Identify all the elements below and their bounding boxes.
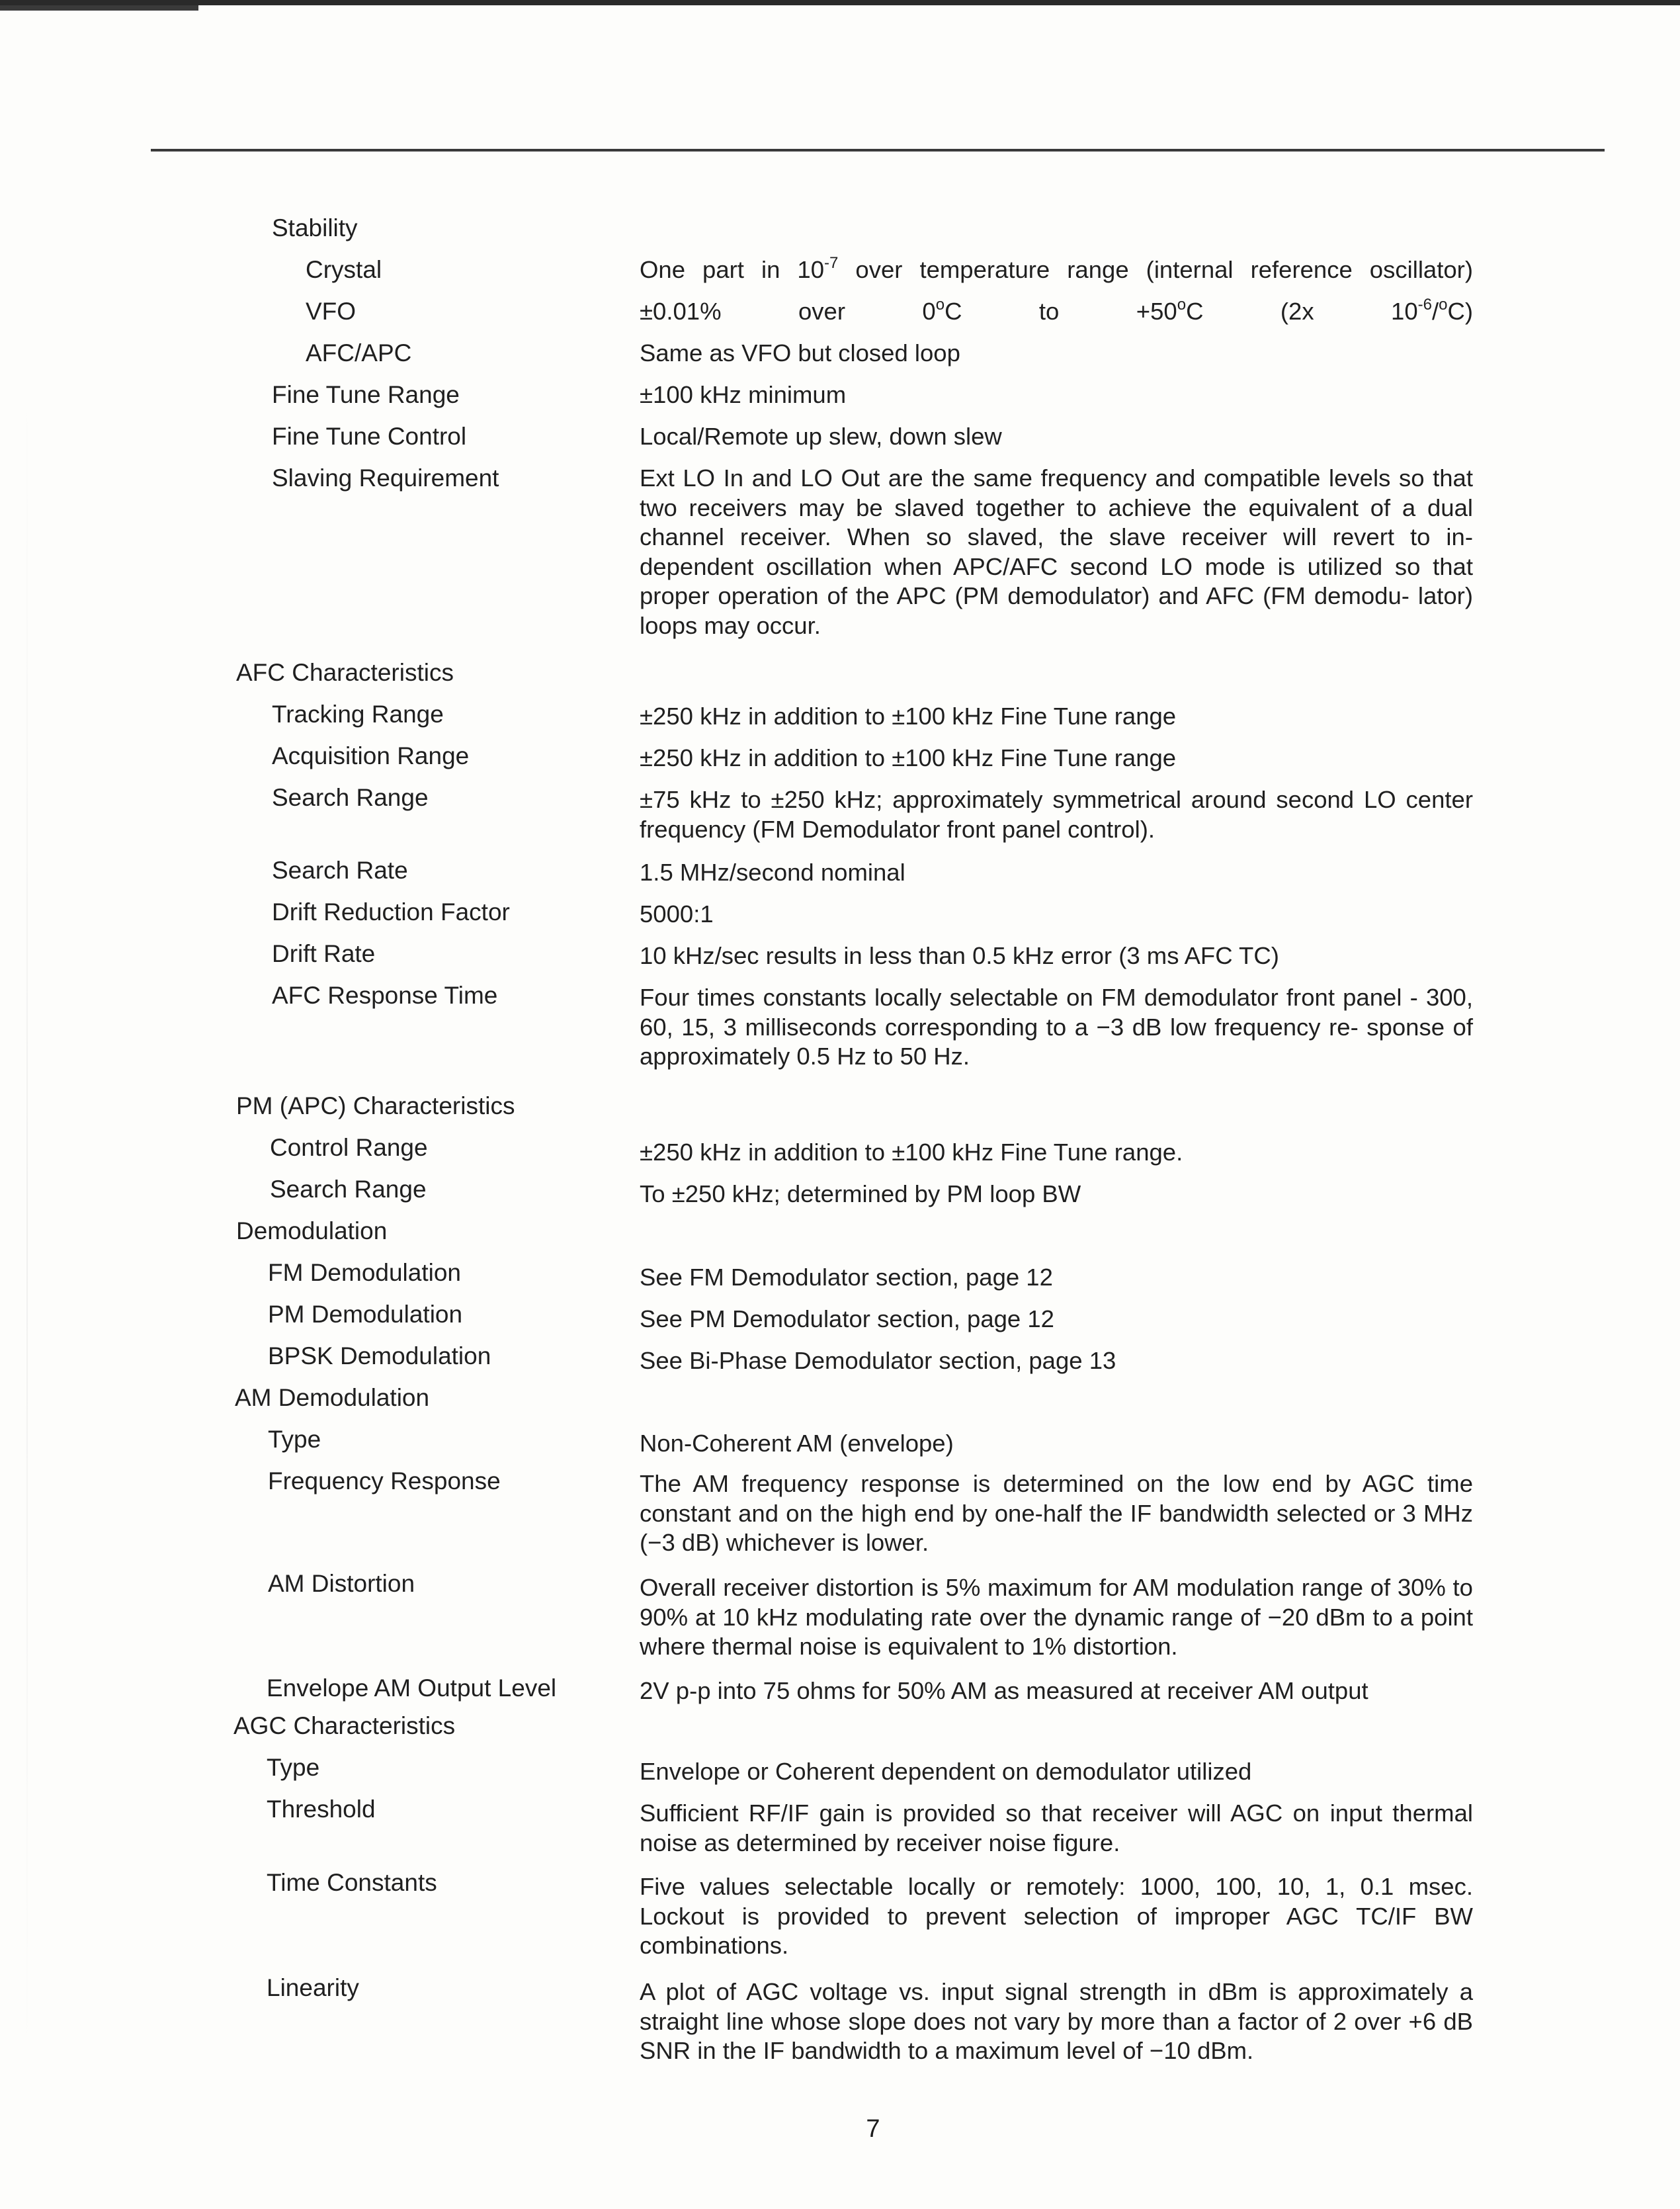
spec-label: Control Range — [270, 1134, 428, 1161]
spec-label: Slaving Requirement — [272, 464, 499, 492]
spec-value: Local/Remote up slew, down slew — [640, 423, 1002, 450]
spec-value: 5000:1 — [640, 900, 714, 928]
page-number: 7 — [866, 2115, 880, 2143]
spec-label: Envelope AM Output Level — [267, 1674, 557, 1702]
spec-value: ±100 kHz minimum — [640, 381, 847, 408]
spec-label: Crystal — [306, 256, 382, 283]
spec-label: Search Range — [270, 1176, 427, 1203]
scan-top-edge-corner — [0, 5, 198, 11]
spec-label: AGC Characteristics — [233, 1712, 456, 1739]
spec-value: See Bi-Phase Demodulator section, page 13 — [640, 1347, 1116, 1374]
spec-label: Tracking Range — [272, 701, 444, 728]
spec-label: Linearity — [267, 1974, 359, 2001]
spec-label: Fine Tune Control — [272, 423, 467, 450]
spec-value: The AM frequency response is determined on the low end by AGC time constant and on the high end by one-half the IF bandwidth selected or 3 MHz (−3 dB) whichever is lower. — [640, 1470, 1473, 1556]
spec-value: See FM Demodulator section, page 12 — [640, 1264, 1053, 1291]
spec-label: AM Distortion — [268, 1570, 415, 1597]
spec-value: Overall receiver distortion is 5% maximum for AM modulation range of 30% to 90% at 10 kHz modulating rate over the dynamic range of −20 dBm to a point where thermal noise is equivalent to 1% distortion. — [640, 1574, 1473, 1660]
spec-value: 1.5 MHz/second nominal — [640, 859, 905, 886]
spec-value: Sufficient RF/IF gain is provided so that receiver will AGC on input thermal noise as determined by receiver noise figure. — [640, 1799, 1473, 1856]
spec-label: Search Rate — [272, 857, 408, 884]
spec-value: Five values selectable locally or remotely: 1000, 100, 10, 1, 0.1 msec. Lockout is provided to prevent selection of improper AGC TC/IF BW combinations. — [640, 1873, 1473, 1959]
spec-label: Drift Reduction Factor — [272, 898, 510, 926]
spec-label: AFC Response Time — [272, 982, 498, 1009]
spec-label: AM Demodulation — [235, 1384, 430, 1411]
spec-value: One part in $10^{-7}$ over temperature range (internal reference oscillator) — [640, 253, 1473, 283]
spec-label: FM Demodulation — [268, 1259, 462, 1286]
spec-label: PM Demodulation — [268, 1301, 463, 1328]
spec-label: AFC/APC — [306, 339, 412, 367]
spec-label: Acquisition Range — [272, 742, 470, 769]
spec-label: Drift Rate — [272, 940, 376, 967]
spec-value: Envelope or Coherent dependent on demodulator utilized — [640, 1758, 1252, 1785]
spec-value: Non-Coherent AM (envelope) — [640, 1430, 954, 1457]
spec-value: Same as VFO but closed loop — [640, 339, 960, 367]
spec-value: Four times constants locally selectable on FM demodulator front panel - 300, 60, 15, 3 milliseconds corresponding to a −3 dB low frequency re- sponse of approximately 0.5 Hz to 50 Hz. — [640, 984, 1473, 1070]
spec-label: Fine Tune Range — [272, 381, 460, 408]
spec-label: Stability — [272, 214, 358, 241]
spec-value: ±250 kHz in addition to ±100 kHz Fine Tune range. — [640, 1139, 1183, 1166]
spec-label: VFO — [306, 298, 357, 325]
spec-label: BPSK Demodulation — [268, 1342, 491, 1369]
spec-label: Time Constants — [267, 1869, 437, 1896]
spec-label: Frequency Response — [268, 1467, 501, 1494]
spec-value: 2V p-p into 75 ohms for 50% AM as measured at receiver AM output — [640, 1677, 1368, 1704]
spec-value: ±0.01% over 0$^o$C to $+50^oC$ (2x $10^{-6}/^oC$) — [640, 295, 1473, 325]
spec-value: 10 kHz/sec results in less than 0.5 kHz error (3 ms AFC TC) — [640, 942, 1279, 969]
binder-shadow — [26, 397, 28, 2051]
spec-value: Ext LO In and LO Out are the same frequency and compatible levels so that two receivers may be slaved together to achieve the equivalent of a dual channel receiver. When so slaved, the slave receiver will revert to in- dependent oscillation when APC/AFC second LO mode is utilized so that proper operation of the APC (PM demodulator) and AFC (FM demodu- lator) loops may occur. — [640, 464, 1473, 639]
header-rule — [151, 149, 1605, 152]
spec-label: PM (APC) Characteristics — [236, 1092, 515, 1119]
spec-value: A plot of AGC voltage vs. input signal strength in dBm is approximately a straight line whose slope does not vary by more than a factor of 2 over +6 dB SNR in the IF bandwidth to a maximum level of −10 dBm. — [640, 1978, 1473, 2064]
spec-value: See PM Demodulator section, page 12 — [640, 1305, 1054, 1332]
scan-top-edge — [0, 0, 1680, 5]
spec-value: To ±250 kHz; determined by PM loop BW — [640, 1180, 1081, 1207]
spec-value: ±250 kHz in addition to ±100 kHz Fine Tune range — [640, 703, 1177, 730]
spec-label: AFC Characteristics — [236, 659, 454, 686]
spec-value: ±75 kHz to ±250 kHz; approximately symmetrical around second LO center frequency (FM Demodulator front panel control). — [640, 786, 1473, 843]
spec-label: Type — [267, 1754, 320, 1781]
spec-label: Threshold — [267, 1796, 376, 1823]
spec-value: ±250 kHz in addition to ±100 kHz Fine Tune range — [640, 744, 1177, 771]
spec-label: Demodulation — [236, 1217, 388, 1244]
spec-label: Type — [268, 1426, 321, 1453]
spec-label: Search Range — [272, 784, 429, 811]
